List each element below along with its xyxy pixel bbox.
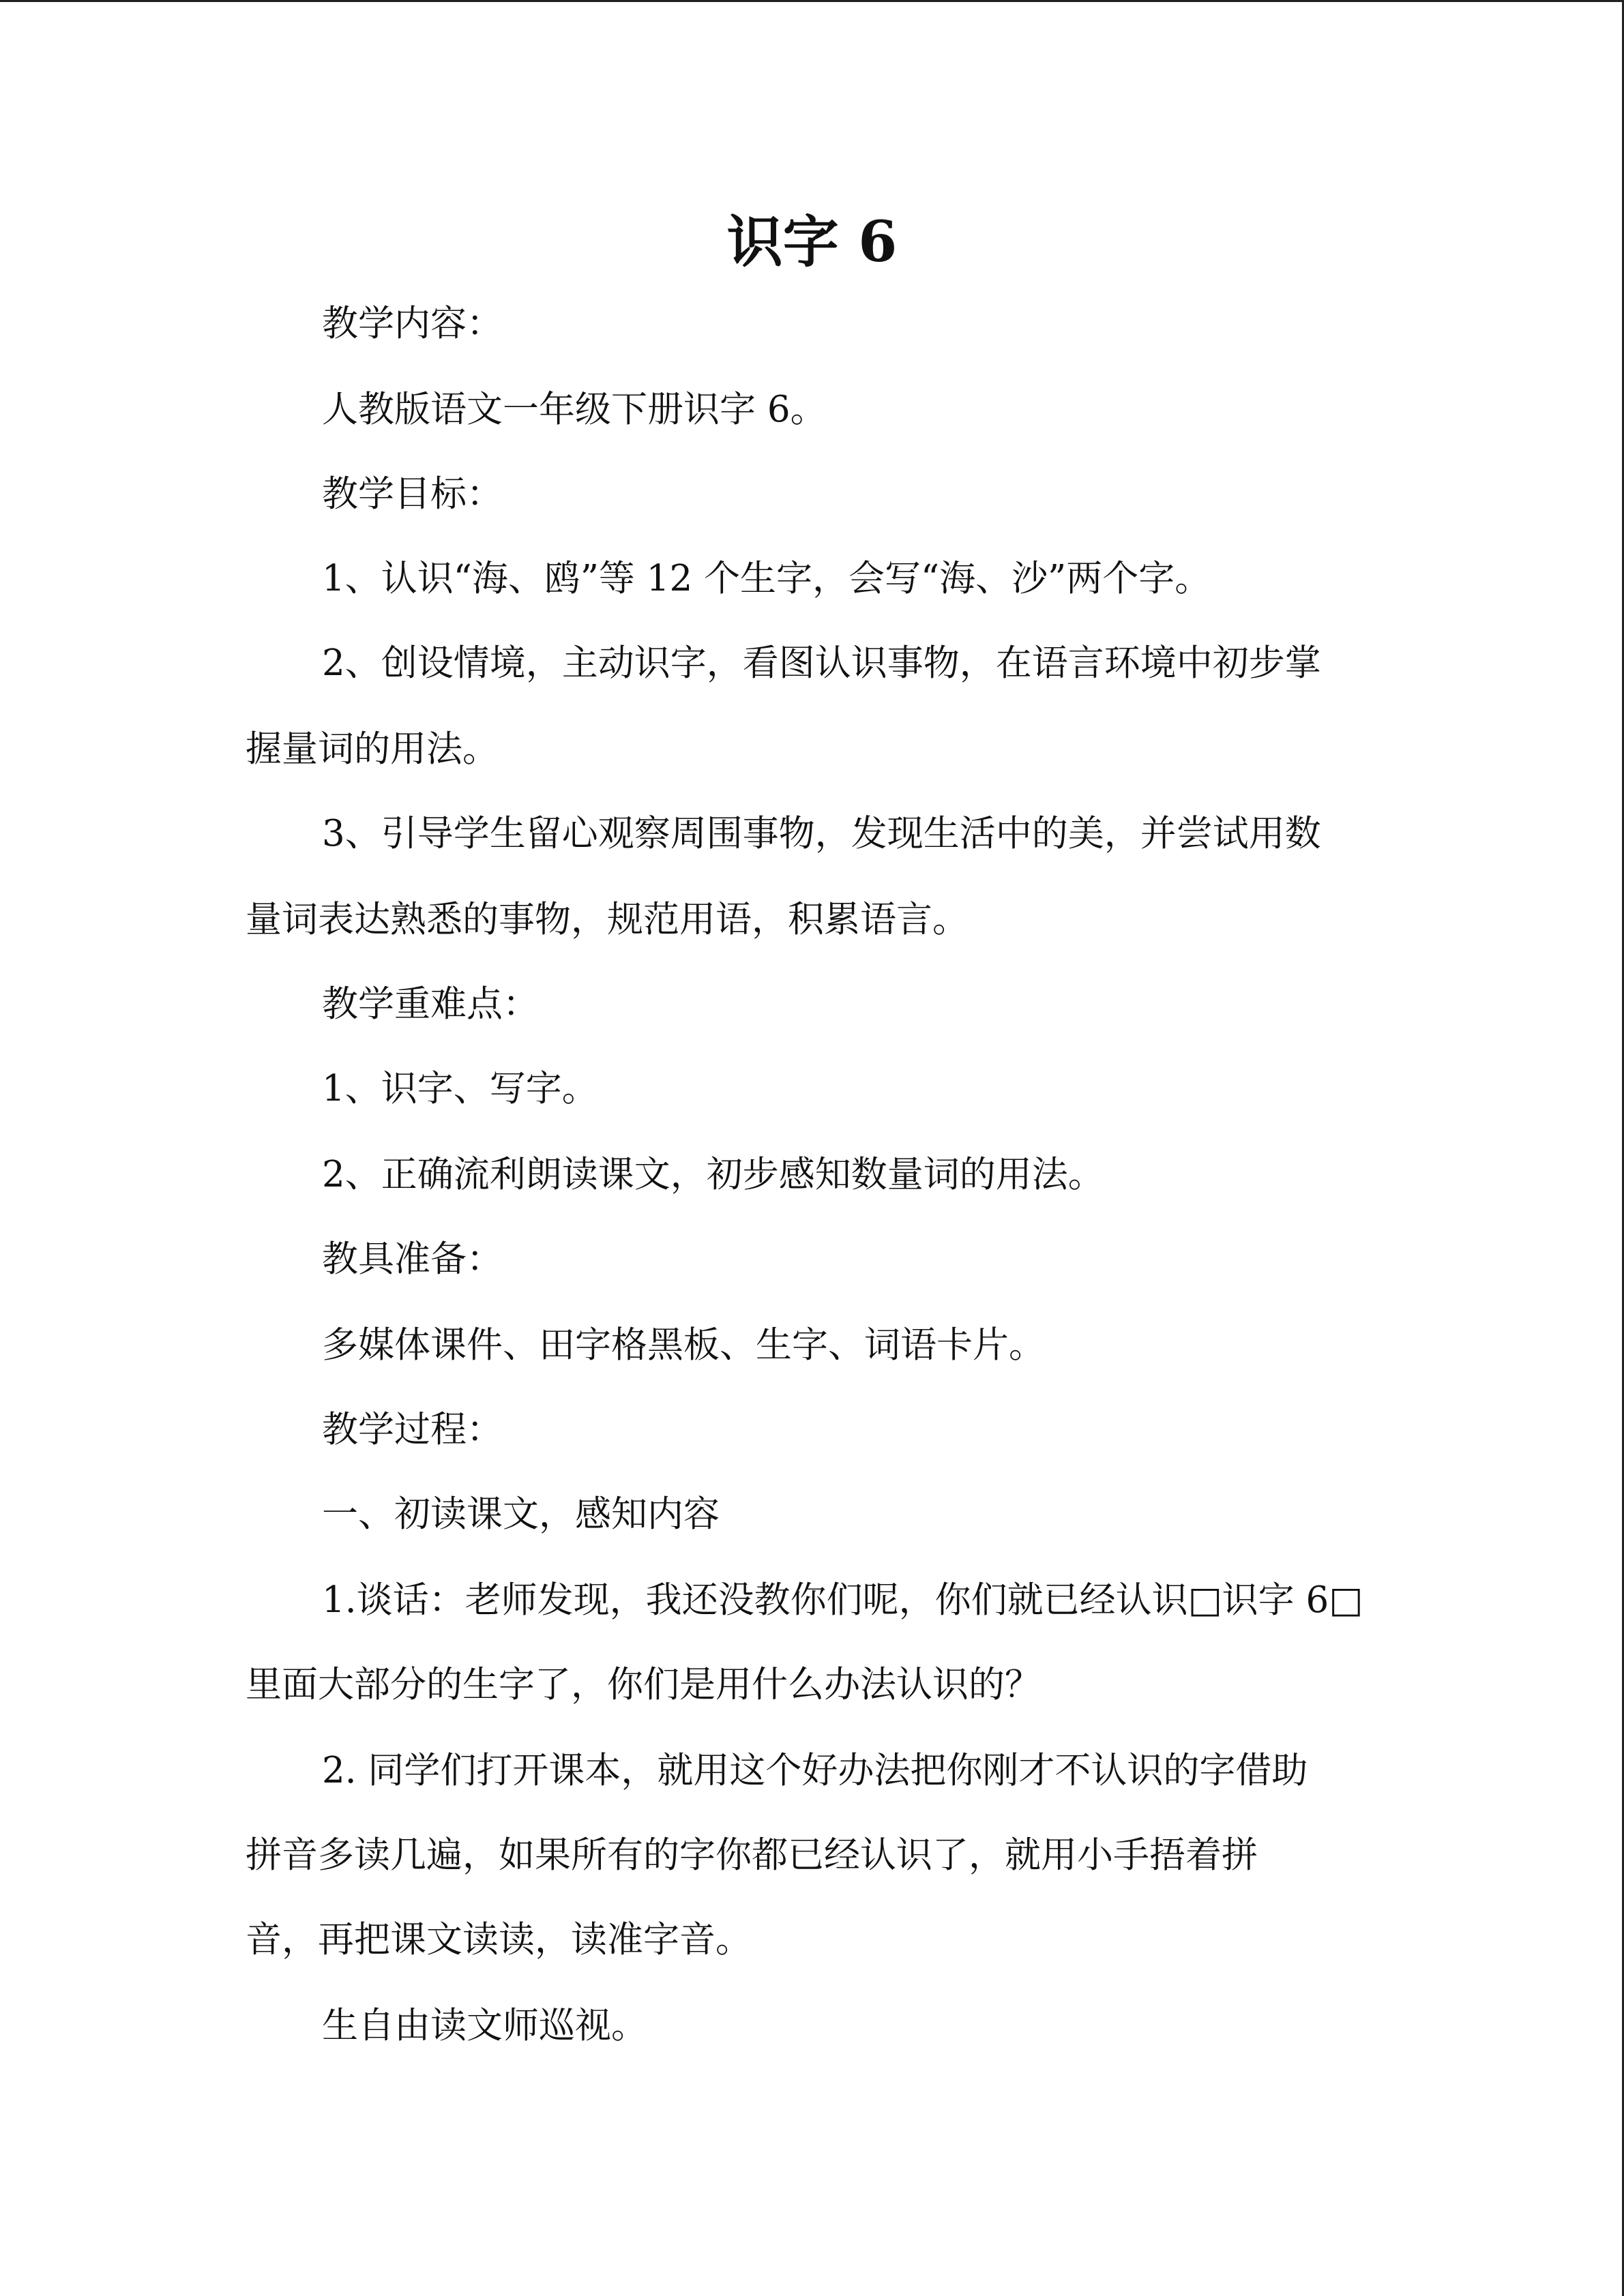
paragraph-materials: 多媒体课件、田字格黑板、生字、词语卡片。 [322,1324,1045,1366]
paragraph-key-point-1: 1、识字、写字。 [322,1068,598,1109]
paragraph-step-2-line-3: 音，再把课文读读，读准字音。 [246,1919,752,1960]
paragraph-section-1-heading: 一、初读课文，感知内容 [322,1493,720,1535]
paragraph-step-2-line-1: 2. 同学们打开课本，就用这个好办法把你刚才不认识的字借助 [322,1750,1308,1791]
paragraph-teaching-content: 人教版语文一年级下册识字 6。 [322,389,827,430]
paragraph-step-1-line-2: 里面大部分的生字了，你们是用什么办法认识的？ [246,1664,1041,1705]
paragraph-materials-heading: 教具准备： [322,1238,503,1280]
paragraph-teaching-goals-heading: 教学目标： [322,473,503,515]
page-border-top [0,0,1624,2]
paragraph-process-heading: 教学过程： [322,1409,503,1450]
paragraph-step-1-line-1: 1.谈话：老师发现，我还没教你们呢，你们就已经认识□识字 6□ [322,1579,1363,1621]
paragraph-key-points-heading: 教学重难点： [322,983,539,1025]
paragraph-student-reading: 生自由读文师巡视。 [322,2005,647,2046]
paragraph-goal-3-line-2: 量词表达熟悉的事物，规范用语，积累语言。 [246,899,969,940]
document-title: 识字 6 [726,209,898,275]
paragraph-key-point-2: 2、正确流利朗读课文，初步感知数量词的用法。 [322,1154,1104,1195]
paragraph-step-2-line-2: 拼音多读几遍，如果所有的字你都已经认识了，就用小手捂着拼 [246,1834,1258,1876]
paragraph-teaching-content-heading: 教学内容： [322,303,503,344]
paragraph-goal-2-line-2: 握量词的用法。 [246,728,499,770]
paragraph-goal-3-line-1: 3、引导学生留心观察周围事物，发现生活中的美，并尝试用数 [322,813,1321,854]
paragraph-goal-2-line-1: 2、创设情境，主动识字，看图认识事物，在语言环境中初步掌 [322,642,1321,684]
paragraph-goal-1: 1、认识“海、鸥”等 12 个生字，会写“海、沙”两个字。 [322,558,1211,599]
